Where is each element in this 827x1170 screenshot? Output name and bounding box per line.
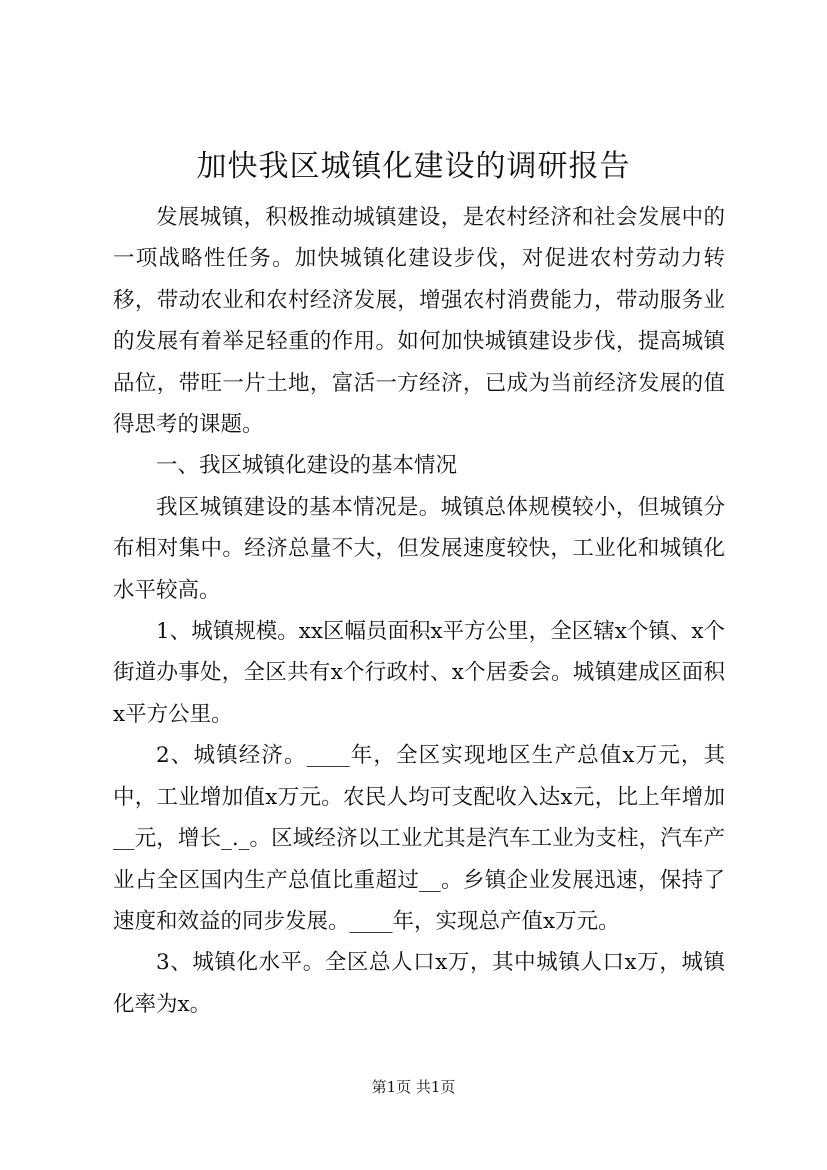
document-title: 加快我区城镇化建设的调研报告 (196, 149, 631, 184)
document-body (113, 197, 725, 1025)
paragraph-intro: 发展城镇，积极推动城镇建设，是农村经济和社会发展中的一项战略性任务。加快城镇化建设步伐，对促进农村劳动力转移，带动农业和农村经济发展，增强农村消费能力，带动服务业的发展有着举足轻重的作用。如何加快城镇建设步伐，提高城镇品位，带旺一片土地，富活一方经济，已成为当前经济发展的值得思考的课题。 (113, 205, 725, 438)
paragraph-urbanization-level: 3、城镇化水平。全区总人口x万，其中城镇人口x万，城镇化率为x。 (113, 950, 725, 1017)
section-heading-1: 一、我区城镇化建设的基本情况 (156, 453, 458, 479)
page-footer: 第1页 共1页 (371, 1078, 456, 1096)
paragraph-overview: 我区城镇建设的基本情况是。城镇总体规模较小，但城镇分布相对集中。经济总量不大，但发展速度较快，工业化和城镇化水平较高。 (113, 494, 725, 603)
paragraph-town-scale: 1、城镇规模。xx区幅员面积x平方公里，全区辖x个镇、x个街道办事处，全区共有x个行政村、x个居委会。城镇建成区面积x平方公里。 (113, 619, 725, 727)
paragraph-town-economy: 2、城镇经济。____年，全区实现地区生产总值x万元，其中，工业增加值x万元。农民人均可支配收入达x元，比上年增加__元，增长_._。区域经济以工业尤其是汽车工业为支柱，汽车产业占全区国内生产总值比重超过__。乡镇企业发展迅速，保持了速度和效益的同步发展。____年，实现总产值x万元。 (113, 743, 725, 934)
